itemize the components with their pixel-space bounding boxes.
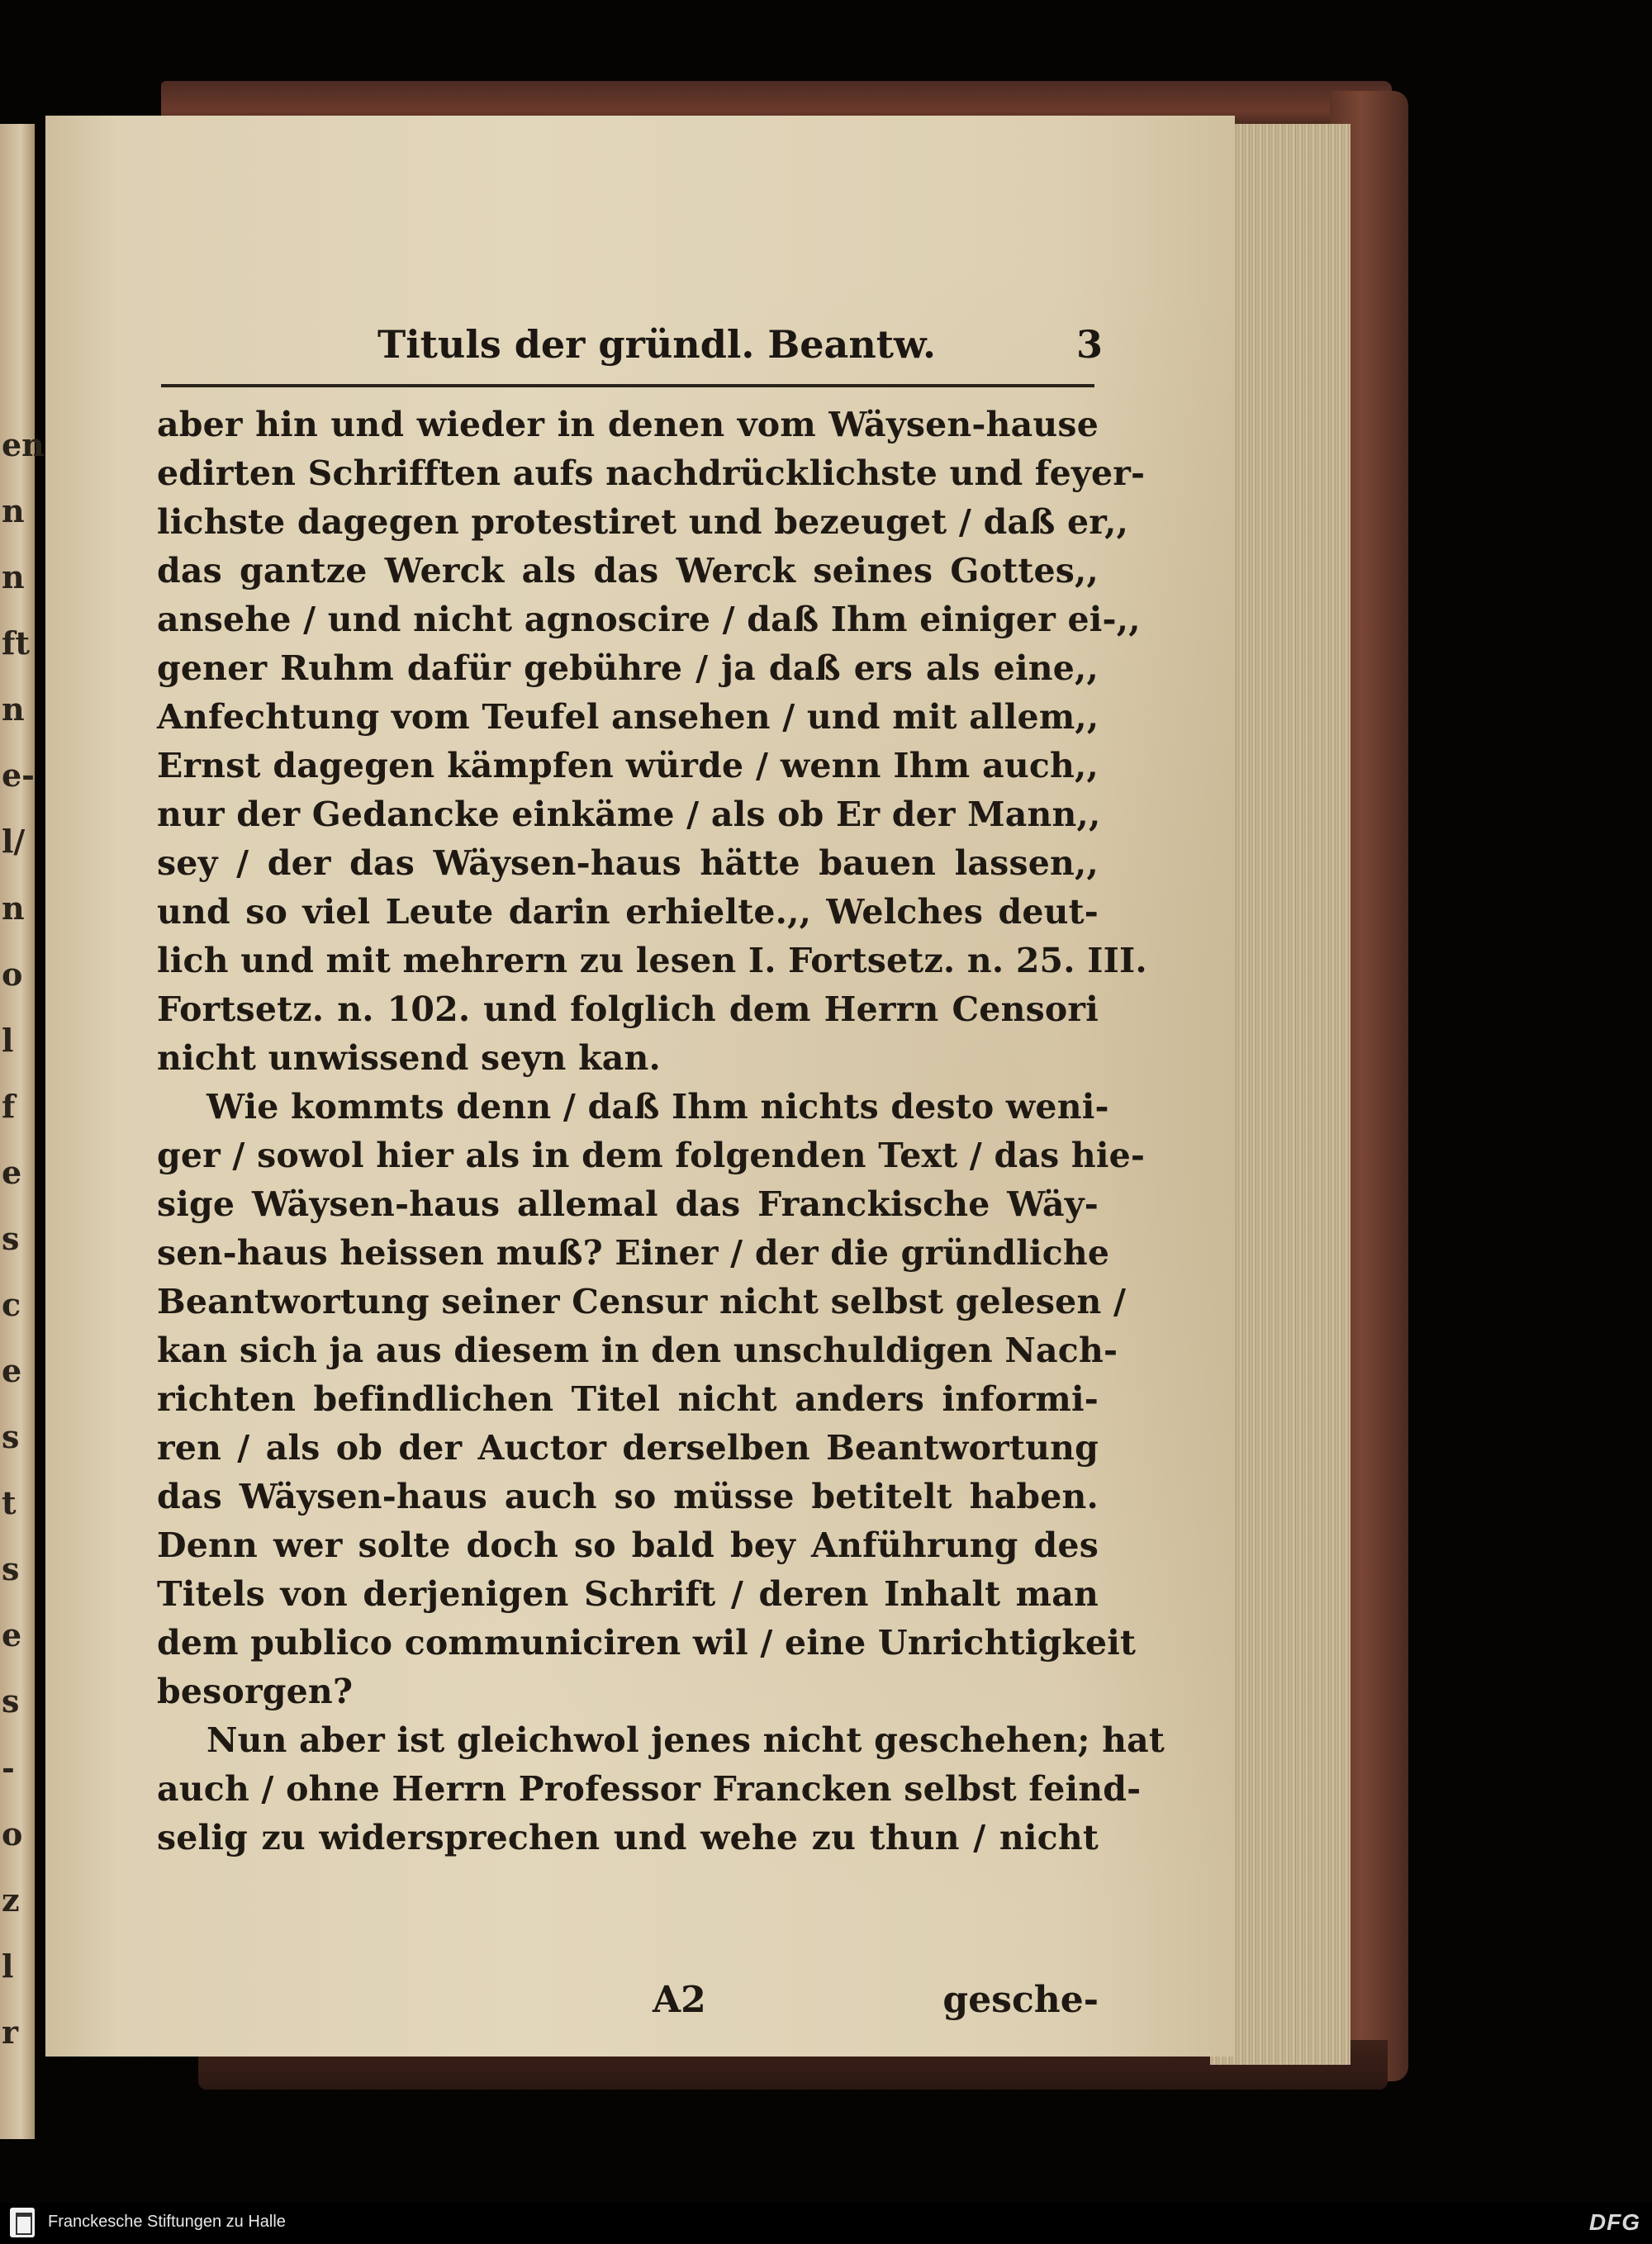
facing-page-fragment: s bbox=[2, 1418, 20, 1456]
facing-page-edge bbox=[0, 124, 45, 2139]
text-line: richten befindlichen Titel nicht anders informi- bbox=[157, 1379, 1099, 1419]
text-line: Titels von derjenigen Schrift / deren Inhalt man bbox=[157, 1574, 1099, 1614]
text-line: sey / der das Wäysen-haus hätte bauen lassen,, bbox=[157, 843, 1099, 883]
facing-page-fragment: o bbox=[2, 955, 23, 993]
facing-page-fragments bbox=[2, 426, 45, 2051]
text-line: sen-haus heissen muß? Einer / der die gründliche bbox=[157, 1233, 1110, 1273]
institution-name: Franckesche Stiftungen zu Halle bbox=[48, 2213, 286, 2231]
text-line: gener Ruhm dafür gebühre / ja daß ers als eine,, bbox=[157, 648, 1099, 688]
facing-page-fragment: l bbox=[2, 1947, 14, 1985]
facing-page-fragment: n bbox=[2, 492, 25, 530]
facing-page-fragment: n bbox=[2, 690, 25, 728]
page-number: 3 bbox=[1075, 322, 1103, 367]
text-line: kan sich ja aus diesem in den unschuldigen Nach- bbox=[157, 1331, 1118, 1370]
text-line: das Wäysen-haus auch so müsse betitelt haben. bbox=[157, 1477, 1099, 1516]
text-line: lich und mit mehrern zu lesen I. Fortsetz. n. 25. III. bbox=[157, 941, 1147, 980]
text-line: sige Wäysen-haus allemal das Franckische Wäy- bbox=[157, 1184, 1099, 1224]
facing-page-fragment: r bbox=[2, 2013, 19, 2051]
page-footer bbox=[157, 1979, 1099, 2028]
facing-page-fragment: s bbox=[2, 1219, 20, 1257]
facing-page-fragment: z bbox=[2, 1881, 20, 1919]
text-line: nicht unwissend seyn kan. bbox=[157, 1038, 661, 1078]
text-line: ren / als ob der Auctor derselben Beantwortung bbox=[157, 1428, 1099, 1468]
catchword: gesche- bbox=[942, 1979, 1099, 2021]
body-text bbox=[157, 401, 1165, 1862]
facing-page-fragment: e bbox=[2, 1153, 22, 1191]
facing-page-fragment: e bbox=[2, 1352, 22, 1390]
text-line: und so viel Leute darin erhielte.,, Welches deut- bbox=[157, 892, 1099, 932]
facing-page-fragment: c bbox=[2, 1286, 21, 1324]
text-line: Fortsetz. n. 102. und folglich dem Herrn Censori bbox=[157, 989, 1099, 1029]
text-line: auch / ohne Herrn Professor Francken selbst feind- bbox=[157, 1769, 1142, 1809]
facing-page-fragment: en bbox=[2, 426, 45, 463]
text-line: Denn wer solte doch so bald bey Anführung des bbox=[157, 1525, 1099, 1565]
text-line: Wie kommts denn / daß Ihm nichts desto weni- bbox=[206, 1087, 1109, 1127]
facing-page-fragment: ft bbox=[2, 624, 30, 662]
facing-page-fragment: e- bbox=[2, 757, 35, 795]
facing-page-fragment: l bbox=[2, 1021, 14, 1059]
facing-page-fragment: o bbox=[2, 1815, 23, 1853]
facing-page-fragment: n bbox=[2, 558, 25, 596]
facing-page-fragment: n bbox=[2, 889, 25, 927]
text-line: das gantze Werck als das Werck seines Gottes,, bbox=[157, 551, 1099, 591]
text-line: besorgen? bbox=[157, 1672, 354, 1711]
text-line: ansehe / und nicht agnoscire / daß Ihm einiger ei-,, bbox=[157, 600, 1141, 639]
institution-logo-icon bbox=[10, 2208, 35, 2237]
signature-mark: A2 bbox=[653, 1979, 706, 2021]
text-line: Beantwortung seiner Censur nicht selbst gelesen / bbox=[157, 1282, 1127, 1321]
facing-page-fragment: s bbox=[2, 1550, 20, 1588]
book-page bbox=[45, 116, 1235, 2057]
page-header bbox=[285, 322, 1103, 372]
text-line: Nun aber ist gleichwol jenes nicht geschehen; hat bbox=[206, 1720, 1165, 1760]
header-rule bbox=[161, 384, 1094, 387]
funder-logo: DFG bbox=[1588, 2209, 1640, 2235]
running-head: Tituls der gründl. Beantw. bbox=[377, 322, 937, 367]
facing-page-fragment: - bbox=[2, 1748, 15, 1786]
facing-page-fragment: f bbox=[2, 1087, 16, 1125]
text-line: lichste dagegen protestiret und bezeuget / daß er,, bbox=[157, 502, 1129, 542]
facing-page-fragment: t bbox=[2, 1484, 17, 1522]
facing-page-fragment: s bbox=[2, 1682, 20, 1720]
text-line: Ernst dagegen kämpfen würde / wenn Ihm auch,, bbox=[157, 746, 1099, 785]
text-line: ger / sowol hier als in dem folgenden Text / das hie- bbox=[157, 1136, 1146, 1175]
text-line: dem publico communiciren wil / eine Unrichtigkeit bbox=[157, 1623, 1137, 1663]
text-line: Anfechtung vom Teufel ansehen / und mit allem,, bbox=[157, 697, 1099, 737]
facing-page-fragment: l/ bbox=[2, 823, 26, 861]
text-line: aber hin und wieder in denen vom Wäysen-hause bbox=[157, 405, 1099, 444]
text-line: edirten Schrifften aufs nachdrücklichste und feyer- bbox=[157, 453, 1146, 493]
facing-page-fragment: e bbox=[2, 1616, 22, 1654]
text-line: selig zu widersprechen und wehe zu thun / nicht bbox=[157, 1818, 1099, 1857]
viewer-footer-bar bbox=[0, 2203, 1652, 2244]
text-line: nur der Gedancke einkäme / als ob Er der Mann,, bbox=[157, 795, 1101, 834]
